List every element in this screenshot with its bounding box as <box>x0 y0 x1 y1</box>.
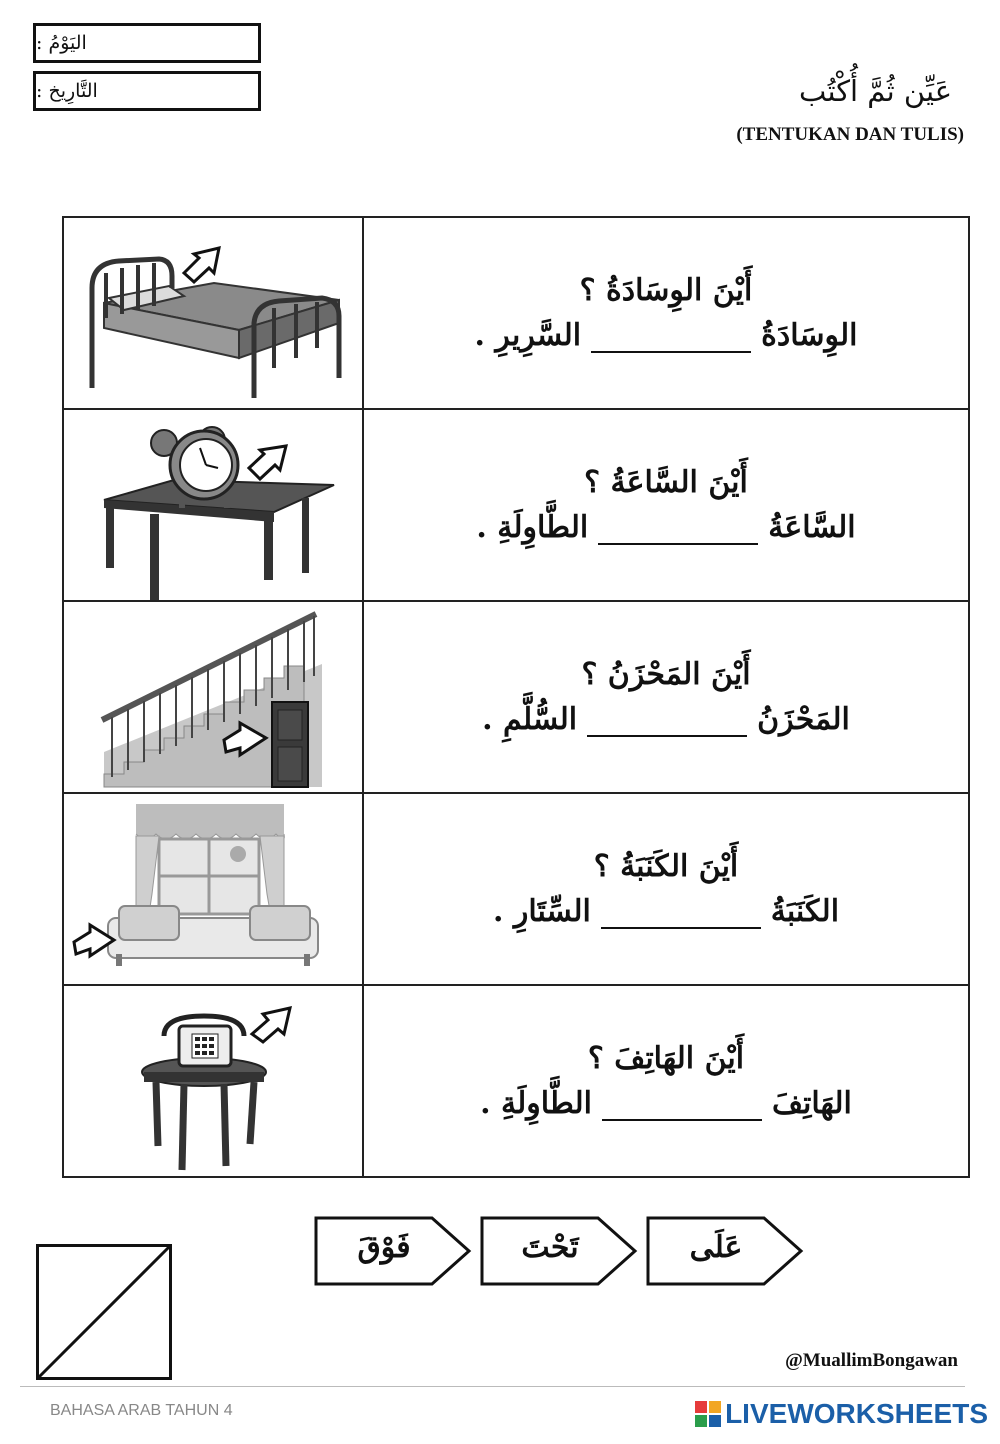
footer-divider <box>20 1386 965 1387</box>
answer-subject: الهَاتِفَ <box>771 1086 852 1121</box>
date-field[interactable] <box>33 71 261 111</box>
answer-blank[interactable] <box>602 1089 762 1121</box>
answer-blank[interactable] <box>587 705 747 737</box>
liveworksheets-logo-icon <box>695 1401 721 1427</box>
word-ala: عَلَى <box>689 1230 743 1265</box>
text-cell <box>363 793 969 985</box>
question-text: أَيْنَ المَحْزَنُ ؟ <box>581 657 751 692</box>
score-box <box>36 1244 172 1384</box>
answer-line <box>364 894 968 929</box>
arrow-icon <box>249 446 286 479</box>
answer-subject: السَّاعَةُ <box>768 510 856 545</box>
date-label: التَّارِيخ : <box>36 80 98 102</box>
image-cell <box>63 409 363 601</box>
word-fawq: فَوْقَ <box>357 1230 411 1265</box>
answer-line <box>364 702 968 737</box>
text-cell <box>363 985 969 1177</box>
instruction-arabic: عَيِّن ثُمَّ أُكْتُب <box>798 74 952 108</box>
answer-subject: الكَنَبَةُ <box>770 894 840 929</box>
answer-line <box>364 510 968 545</box>
answer-object: الطَّاوِلَةِ . <box>476 510 589 545</box>
text-cell <box>363 601 969 793</box>
bed-image <box>64 218 362 408</box>
answer-object: الطَّاوِلَةِ . <box>480 1086 592 1121</box>
stairs-image <box>64 602 362 792</box>
answer-object: السُّلَّمِ . <box>482 702 578 737</box>
table-row <box>63 985 969 1177</box>
brand-logo <box>695 1398 988 1430</box>
image-cell <box>63 985 363 1177</box>
image-cell <box>63 601 363 793</box>
word-card-taht[interactable] <box>480 1216 638 1286</box>
answer-object: السِّتَارِ . <box>492 894 591 929</box>
answer-line <box>364 1086 968 1121</box>
table-row <box>63 793 969 985</box>
exercise-table <box>62 216 970 1178</box>
text-cell <box>363 217 969 409</box>
table-row <box>63 601 969 793</box>
answer-subject: المَحْزَنُ <box>757 702 850 737</box>
phone-table-image <box>64 986 362 1176</box>
question-text: أَيْنَ الوِسَادَةُ ؟ <box>579 273 753 308</box>
image-cell <box>63 217 363 409</box>
answer-line <box>364 318 968 353</box>
instruction-malay: (TENTUKAN DAN TULIS) <box>736 124 964 145</box>
answer-blank[interactable] <box>598 513 758 545</box>
table-row <box>63 217 969 409</box>
brand-name: LIVEWORKSHEETS <box>725 1398 988 1429</box>
text-cell <box>363 409 969 601</box>
arrow-icon <box>184 248 219 282</box>
author-handle: @MuallimBongawan <box>785 1350 958 1371</box>
image-cell <box>63 793 363 985</box>
sofa-curtain-image <box>64 794 362 984</box>
table-row <box>63 409 969 601</box>
question-text: أَيْنَ السَّاعَةُ ؟ <box>584 465 748 500</box>
day-field[interactable] <box>33 23 261 63</box>
answer-blank[interactable] <box>601 897 761 929</box>
clock-table-image <box>64 410 362 600</box>
course-label: BAHASA ARAB TAHUN 4 <box>50 1402 233 1419</box>
word-card-fawq[interactable] <box>314 1216 472 1286</box>
answer-object: السَّرِيرِ . <box>474 318 582 353</box>
word-card-ala[interactable] <box>646 1216 804 1286</box>
answer-blank[interactable] <box>591 321 751 353</box>
question-text: أَيْنَ الهَاتِفَ ؟ <box>587 1041 745 1076</box>
day-label: اليَوْمُ : <box>36 32 87 54</box>
answer-subject: الوِسَادَةُ <box>761 318 858 353</box>
question-text: أَيْنَ الكَنَبَةُ ؟ <box>593 849 739 884</box>
arrow-icon <box>252 1008 290 1042</box>
word-taht: تَحْتَ <box>521 1230 579 1265</box>
